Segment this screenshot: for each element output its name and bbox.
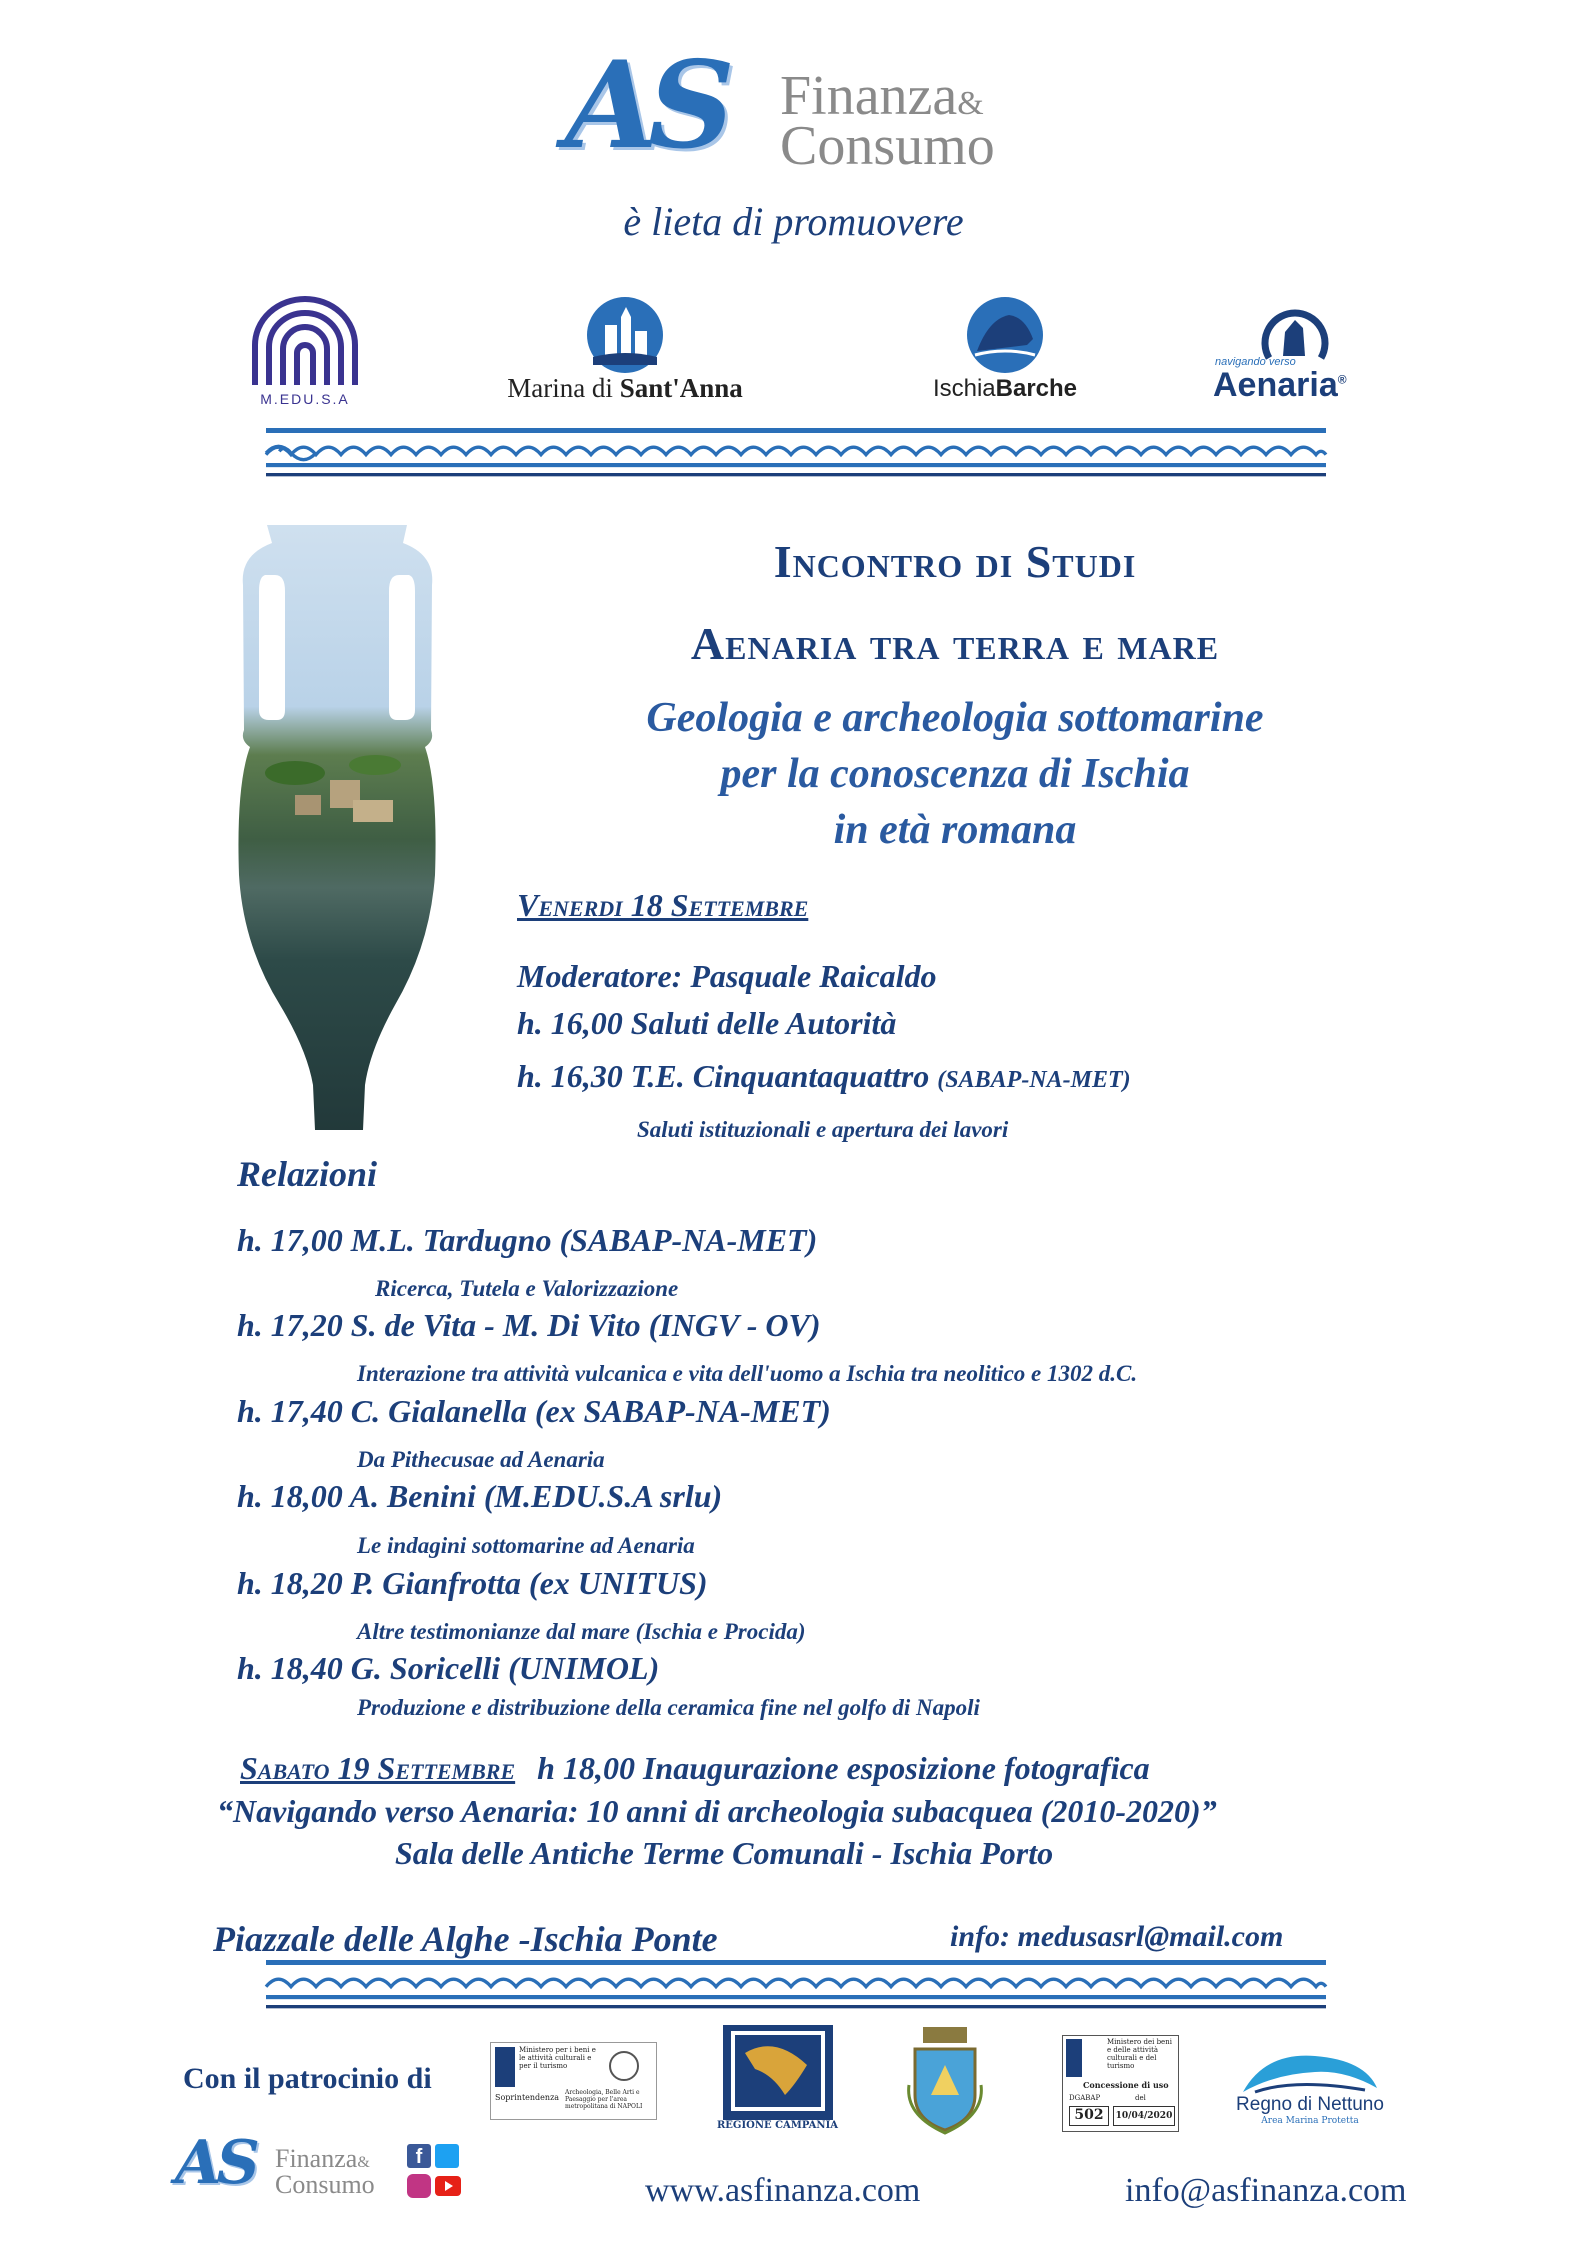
mibact-text: Ministero per i beni e le attività culturali e per il turismo: [519, 2046, 596, 2070]
promo-text: è lieta di promuovere: [623, 199, 964, 244]
day2-title: “Navigando verso Aenaria: 10 anni di archeologia subacquea (2010-2020)”: [217, 1793, 1217, 1829]
aenaria-small-label: navigando verso: [1215, 356, 1296, 368]
talk-1-time: h. 17,00 M.L. Tardugno (SABAP-NA-MET): [237, 1222, 818, 1258]
footer-as-mark: AS: [175, 2128, 255, 2198]
opening-2-main: h. 16,30 T.E. Cinquantaquattro: [517, 1058, 930, 1094]
talk-5-time: h. 18,20 P. Gianfrotta (ex UNITUS): [237, 1565, 708, 1601]
medusa-fingerprint-icon: [245, 295, 365, 387]
sponsor-medusa: [245, 295, 365, 410]
footer-logo-line2: Consumo: [275, 2170, 375, 2199]
event-title-1: Incontro di Studi: [773, 536, 1137, 587]
event-subtitle: [440, 690, 1470, 858]
day2-line: [240, 1750, 1150, 1787]
concessione-text: Concessione di uso: [1083, 2080, 1169, 2090]
subtitle-line-1: Geologia e archeologia sottomarine: [646, 695, 1264, 741]
regno-sub: Area Marina Protetta: [1261, 2116, 1359, 2126]
sponsor-marina: [500, 295, 750, 405]
marina-label: Marina di Sant'Anna: [507, 373, 743, 403]
aenaria-label: Aenaria®: [1213, 366, 1347, 404]
wave-divider-bottom: [160, 1960, 1432, 2010]
concessione-date: 10/04/2020: [1113, 2106, 1175, 2126]
soprintendenza-sub: Archeologia, Belle Arti e Paesaggio per l'area metropolitana di NAPOLI: [565, 2089, 643, 2110]
comune-crest-logo: [905, 2025, 985, 2135]
info-email[interactable]: info: medusasrl@mail.com: [950, 1920, 1284, 1953]
talk-4-desc: Le indagini sottomarine ad Aenaria: [357, 1533, 695, 1558]
regno-label: Regno di Nettuno: [1236, 2094, 1384, 2115]
youtube-icon[interactable]: [435, 2176, 461, 2196]
twitter-icon[interactable]: [435, 2144, 459, 2168]
amphora-image: [235, 525, 440, 1135]
sponsor-aenaria: [1205, 298, 1365, 408]
instagram-icon[interactable]: [407, 2174, 431, 2198]
day1-heading: Venerdi 18 Settembre: [517, 887, 809, 923]
talk-1-desc: Ricerca, Tutela e Valorizzazione: [375, 1276, 679, 1301]
venue: Piazzale delle Alghe -Ischia Ponte: [213, 1919, 718, 1959]
opening-2-desc: Saluti istituzionali e apertura dei lavori: [637, 1117, 1009, 1142]
talk-6-time: h. 18,40 G. Soricelli (UNIMOL): [237, 1650, 660, 1686]
concessione-logo: [1062, 2035, 1179, 2132]
opening-2: [517, 1058, 1131, 1095]
regno-wave-icon: [1235, 2048, 1385, 2098]
concessione-badge-icon: [1066, 2039, 1082, 2077]
logo-line2: Consumo: [780, 115, 995, 177]
concessione-dgabap: DGABAP: [1069, 2094, 1101, 2102]
opening-2-affil: (SABAP-NA-MET): [937, 1067, 1131, 1093]
boat-rock-icon: [965, 295, 1045, 375]
ischiabarche-label: IschiaBarche: [932, 375, 1078, 402]
day2-heading: Sabato 19 Settembre: [240, 1750, 516, 1786]
day2-event: h 18,00 Inaugurazione esposizione fotografica: [537, 1750, 1150, 1786]
concessione-title: Ministero dei beni e delle attività culturali e del turismo: [1107, 2038, 1172, 2070]
talk-3-time: h. 17,40 C. Gialanella (ex SABAP-NA-MET): [237, 1393, 831, 1429]
mibact-soprintendenza-logo: [490, 2042, 657, 2120]
comune-crest-icon: [905, 2025, 985, 2135]
logo-line1: Finanza&: [780, 65, 984, 127]
soprintendenza-title: Soprintendenza: [495, 2093, 560, 2102]
wave-divider-top: [160, 428, 1432, 478]
footer-logo-line1: Finanza&: [275, 2144, 370, 2173]
medusa-label: M.EDU.S.A: [260, 391, 350, 407]
footer-logo: [175, 2128, 475, 2210]
footer-email-link[interactable]: info@asfinanza.com: [1125, 2172, 1407, 2209]
facebook-icon[interactable]: f: [407, 2144, 431, 2168]
regione-label: REGIONE CAMPANIA: [716, 2120, 839, 2131]
regione-shield-icon: [715, 2025, 840, 2120]
church-harbor-icon: [585, 295, 665, 375]
talk-6-desc: Produzione e distribuzione della ceramica fine nel golfo di Napoli: [357, 1695, 980, 1720]
as-logo-mark: AS: [565, 35, 725, 176]
sponsor-ischiabarche: [925, 295, 1085, 405]
talk-5-desc: Altre testimonianze dal mare (Ischia e Procida): [357, 1619, 806, 1644]
relazioni-heading: Relazioni: [237, 1154, 378, 1194]
website-link[interactable]: www.asfinanza.com: [645, 2172, 921, 2209]
concessione-del: del: [1135, 2094, 1146, 2102]
republic-emblem-icon: [609, 2051, 639, 2081]
mibact-badge-icon: [495, 2047, 515, 2087]
talk-2-desc: Interazione tra attività vulcanica e vita dell'uomo a Ischia tra neolitico e 1302 d.C.: [357, 1361, 1138, 1386]
event-title-2: Aenaria tra terra e mare: [690, 618, 1220, 669]
concessione-number: 502: [1069, 2106, 1109, 2126]
regione-campania-logo: [715, 2025, 840, 2135]
subtitle-line-2: per la conoscenza di Ischia: [720, 751, 1190, 797]
header-logo: [565, 35, 1035, 177]
talk-2-time: h. 17,20 S. de Vita - M. Di Vito (INGV - OV): [237, 1307, 821, 1343]
talk-3-desc: Da Pithecusae ad Aenaria: [357, 1447, 605, 1472]
moderator: Moderatore: Pasquale Raicaldo: [517, 958, 937, 994]
subtitle-line-3: in età romana: [833, 807, 1077, 853]
talk-4-time: h. 18,00 A. Benini (M.EDU.S.A srlu): [237, 1478, 723, 1514]
day2-place: Sala delle Antiche Terme Comunali - Ischia Porto: [395, 1835, 1054, 1871]
patronage-label: Con il patrocinio di: [183, 2062, 432, 2095]
regno-nettuno-logo: [1235, 2048, 1385, 2128]
opening-1: h. 16,00 Saluti delle Autorità: [517, 1005, 897, 1041]
